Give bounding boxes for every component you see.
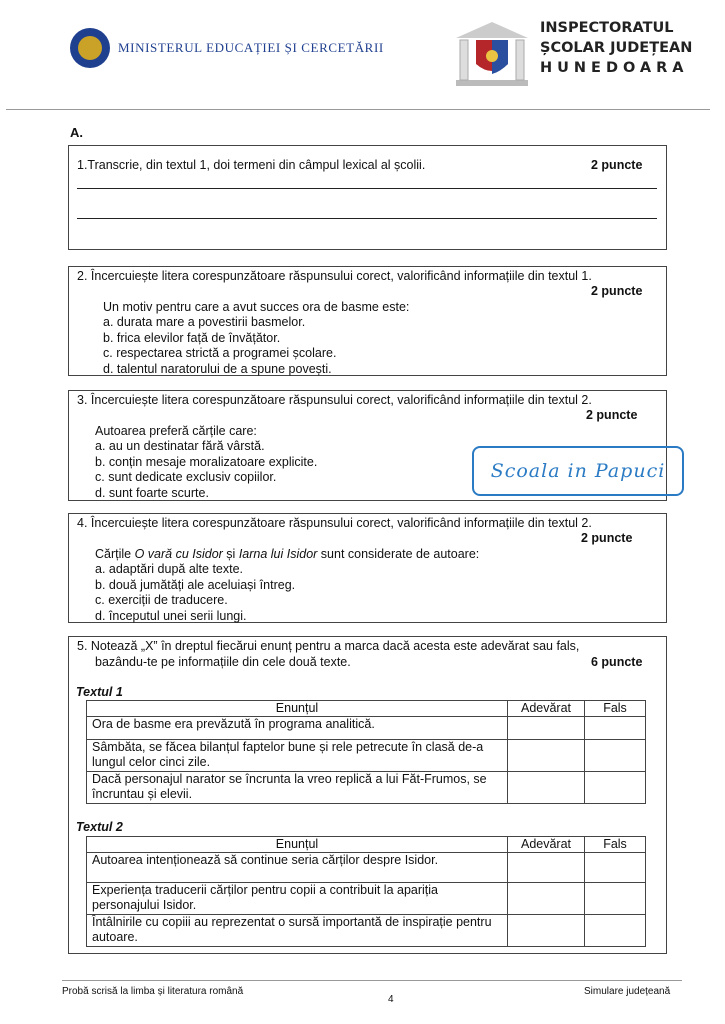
- question-3-options: [95, 439, 317, 501]
- isj-line-1: INSPECTORATUL: [540, 20, 674, 36]
- table-header-row: [87, 837, 646, 853]
- question-1-points: 2 puncte: [591, 158, 643, 172]
- scoala-in-papuci-watermark: Scoala in Papuci: [472, 446, 684, 496]
- header-fals: Fals: [585, 837, 646, 853]
- table-textul-1: [86, 700, 646, 804]
- adevarat-cell[interactable]: [508, 883, 585, 915]
- table-row: [87, 883, 646, 915]
- question-5-line-2: bazându-te pe informațiile din cele două texte.: [95, 655, 351, 669]
- header-adevarat: Adevărat: [508, 837, 585, 853]
- isj-logo-icon: [452, 18, 532, 88]
- question-4-stem: [95, 547, 479, 563]
- textul-1-label: Textul 1: [76, 685, 123, 699]
- table-header-row: [87, 701, 646, 717]
- option-b[interactable]: b. două jumătăți ale aceluiași întreg.: [95, 577, 296, 592]
- header-fals: Fals: [585, 701, 646, 717]
- table-textul-2: [86, 836, 646, 947]
- ministry-header: [70, 28, 384, 68]
- adevarat-cell[interactable]: [508, 717, 585, 740]
- question-3-text: 3. Încercuiește litera corespunzătoare răspunsului corect, valorificând informațiile din textul 2.: [77, 393, 592, 407]
- statement: Ora de basme era prevăzută în programa analitică.: [87, 717, 508, 740]
- section-label: A.: [70, 125, 83, 140]
- isj-title: [540, 18, 692, 78]
- question-2-stem: Un motiv pentru care a avut succes ora de basme este:: [103, 300, 410, 314]
- header-divider: [6, 109, 710, 110]
- stem-part: sunt considerate de autoare:: [317, 547, 480, 561]
- statement: Sâmbăta, se făcea bilanțul faptelor bune și rele petrecute în clasă de-a lungul celor cinci zile.: [87, 740, 508, 772]
- header-enuntul: Enunțul: [87, 701, 508, 717]
- fals-cell[interactable]: [585, 853, 646, 883]
- option-b[interactable]: b. frica elevilor față de învățător.: [103, 330, 281, 345]
- fals-cell[interactable]: [585, 772, 646, 804]
- fals-cell[interactable]: [585, 717, 646, 740]
- table-row: [87, 915, 646, 947]
- option-c[interactable]: c. respectarea strictă a programei școlare.: [103, 346, 337, 360]
- footer-right: Simulare județeană: [584, 986, 671, 997]
- question-2-points: 2 puncte: [591, 284, 643, 298]
- adevarat-cell[interactable]: [508, 915, 585, 947]
- option-d[interactable]: d. talentul naratorului de a spune povești.: [103, 361, 332, 376]
- government-seal-icon: [70, 28, 110, 68]
- option-c[interactable]: c. exerciții de traducere.: [95, 593, 228, 607]
- statement: Autoarea intenționează să continue seria cărților despre Isidor.: [87, 853, 508, 883]
- question-2-box: [68, 266, 667, 376]
- option-a[interactable]: a. au un destinatar fără vârstă.: [95, 439, 265, 453]
- book-title-2: Iarna lui Isidor: [238, 547, 318, 561]
- footer-divider: [62, 980, 682, 981]
- book-title-1: O vară cu Isidor: [134, 547, 223, 561]
- option-a[interactable]: a. durata mare a povestirii basmelor.: [103, 315, 306, 329]
- header-adevarat: Adevărat: [508, 701, 585, 717]
- stem-part: și: [222, 547, 239, 561]
- footer-left: Probă scrisă la limba și literatura română: [62, 986, 244, 997]
- ministry-name: MINISTERUL EDUCAȚIEI ȘI CERCETĂRII: [118, 40, 384, 55]
- statement: Dacă personajul narator se încrunta la vreo replică a lui Făt-Frumos, se încruntau și elevii.: [87, 772, 508, 804]
- table-row: [87, 853, 646, 883]
- header-enuntul: Enunțul: [87, 837, 508, 853]
- question-4-points: 2 puncte: [581, 531, 633, 545]
- question-4-box: [68, 513, 667, 623]
- question-4-options: [95, 562, 295, 624]
- table-row: [87, 717, 646, 740]
- question-2-text: 2. Încercuiește litera corespunzătoare răspunsului corect, valorificând informațiile din textul 1.: [77, 269, 592, 283]
- question-5-points: 6 puncte: [591, 655, 643, 669]
- fals-cell[interactable]: [585, 883, 646, 915]
- option-c[interactable]: c. sunt dedicate exclusiv copiilor.: [95, 470, 277, 484]
- adevarat-cell[interactable]: [508, 853, 585, 883]
- adevarat-cell[interactable]: [508, 740, 585, 772]
- question-5-line-1: 5. Notează „X” în dreptul fiecărui enunț pentru a marca dacă acesta este adevărat sau fals,: [77, 639, 580, 653]
- option-d[interactable]: d. sunt foarte scurte.: [95, 485, 209, 500]
- question-3-points: 2 puncte: [586, 408, 638, 422]
- question-1-box: [68, 145, 667, 250]
- fals-cell[interactable]: [585, 915, 646, 947]
- question-1-text: 1.Transcrie, din textul 1, doi termeni din câmpul lexical al școlii.: [77, 158, 426, 172]
- option-d[interactable]: d. începutul unei serii lungi.: [95, 608, 247, 623]
- question-3-stem: Autoarea preferă cărțile care:: [95, 424, 257, 438]
- adevarat-cell[interactable]: [508, 772, 585, 804]
- fals-cell[interactable]: [585, 740, 646, 772]
- statement: Întâlnirile cu copiii au reprezentat o sursă importantă de inspirație pentru autoare.: [87, 915, 508, 947]
- answer-line-1[interactable]: [77, 188, 657, 189]
- page-number: 4: [388, 994, 394, 1005]
- isj-line-2: ȘCOLAR JUDEȚEAN: [540, 40, 693, 56]
- option-a[interactable]: a. adaptări după alte texte.: [95, 562, 244, 576]
- option-b[interactable]: b. conțin mesaje moralizatoare explicite.: [95, 454, 318, 469]
- table-row: [87, 772, 646, 804]
- answer-line-2[interactable]: [77, 218, 657, 219]
- isj-line-3: HUNEDOARA: [540, 60, 689, 76]
- stem-part: Cărțile: [95, 547, 135, 561]
- statement: Experiența traducerii cărților pentru copii a contribuit la apariția personajului Isidor.: [87, 883, 508, 915]
- table-row: [87, 740, 646, 772]
- question-2-options: [103, 315, 336, 377]
- textul-2-label: Textul 2: [76, 820, 123, 834]
- question-4-text: 4. Încercuiește litera corespunzătoare răspunsului corect, valorificând informațiile din textul 2.: [77, 516, 592, 530]
